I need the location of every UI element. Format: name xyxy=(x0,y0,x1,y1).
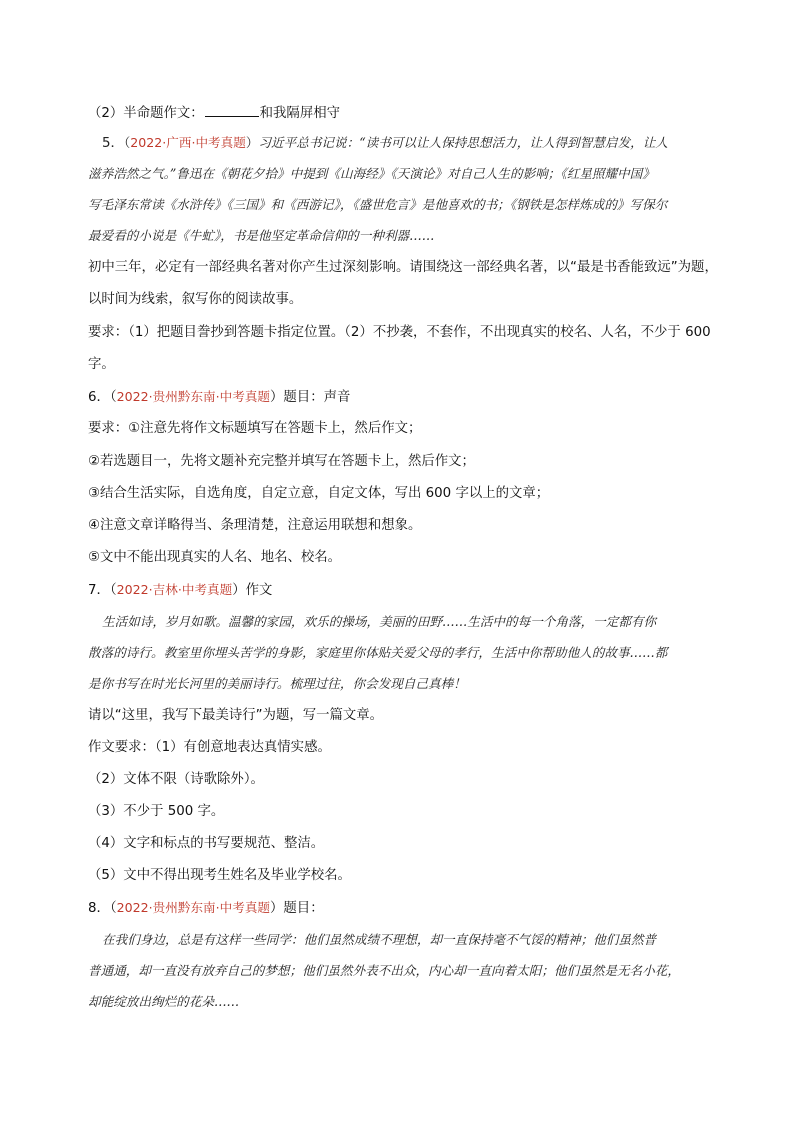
q8-quote-line-1: 在我们身边，总是有这样一些同学：他们虽然成绩不理想，却一直保持毫不气馁的精神；他们虽然普 xyxy=(102,932,657,947)
q7-title: 作文 xyxy=(245,583,273,598)
q5-number: 5． xyxy=(102,136,124,151)
q7-req-2: （2）文体不限（诗歌除外）。 xyxy=(88,772,264,787)
q7-header xyxy=(88,580,272,601)
q7-prompt: 请以“这里，我写下最美诗行”为题，写一篇文章。 xyxy=(88,708,384,723)
q7-quote-line-2: 散落的诗行。教室里你埋头苦学的身影，家庭里你体贴关爱父母的孝行，生活中你帮助他人的故事……都 xyxy=(88,645,668,660)
q8-number: 8． xyxy=(88,901,110,916)
q7-req-4: （4）文字和标点的书写要规范、整洁。 xyxy=(88,836,325,851)
q5-quote-line-1 xyxy=(102,133,668,154)
q7-quote-line-3: 是你书写在时光长河里的美丽诗行。梳理过往，你会发现自己真棒！ xyxy=(88,676,466,691)
q5-req-line-1: 要求：（1）把题目誊抄到答题卡指定位置。（2）不抄袭，不套作，不出现真实的校名、人名，不少于 600 xyxy=(88,325,711,340)
q6-req-4: ④注意文章详略得当、条理清楚，注意运用联想和想象。 xyxy=(88,518,422,533)
q5-quote-line-3: 写毛泽东常读《水浒传》《三国》和《西游记》，《盛世危言》是他喜欢的书；《钢铁是怎样炼成的》写保尔 xyxy=(88,197,668,212)
q8-source: 2022·贵州黔东南·中考真题 xyxy=(116,900,271,915)
q8-paren-close: ） xyxy=(270,901,284,916)
q8-quote-line-3: 却能绽放出绚烂的花朵…… xyxy=(88,994,240,1009)
q7-paren-close: ） xyxy=(232,583,246,598)
q7-source: 2022·吉林·中考真题 xyxy=(116,582,233,597)
q8-title: 题目： xyxy=(283,901,324,916)
q6-paren-close: ） xyxy=(270,390,284,405)
q6-number: 6． xyxy=(88,390,110,405)
q4-sub2-prefix: （2）半命题作文： xyxy=(88,106,204,121)
q5-quote-line-2: 滋养浩然之气。”鲁迅在《朝花夕拾》中提到《山海经》《天演论》对自己人生的影响；《红星照耀中国》 xyxy=(88,166,655,181)
q8-paren-open: （ xyxy=(109,901,117,916)
q6-req-3: ③结合生活实际，自选角度，自定立意，自定文体，写出 600 字以上的文章； xyxy=(88,486,550,501)
q5-paren-close: ） xyxy=(245,135,259,150)
q7-quote-line-1: 生活如诗，岁月如歌。温馨的家园，欢乐的操场，美丽的田野……生活中的每一个角落，一定都有你 xyxy=(102,614,657,629)
q5-prompt-line-1: 初中三年，必定有一部经典名著对你产生过深刻影响。请围绕这一部经典名著，以“最是书香能致远”为题， xyxy=(88,260,718,275)
q5-prompt-line-2: 以时间为线索，叙写你的阅读故事。 xyxy=(88,292,303,307)
fill-blank xyxy=(205,102,259,117)
q5-quote-text-1: 习近平总书记说：“读书可以让人保持思想活力，让人得到智慧启发，让人 xyxy=(258,135,668,150)
q4-sub2-suffix: 和我隔屏相守 xyxy=(259,106,340,121)
q5-paren-open: （ xyxy=(123,135,131,150)
q6-header xyxy=(88,387,350,408)
q6-req-1: 要求：①注意先将作文标题填写在答题卡上，然后作文； xyxy=(88,421,422,436)
q7-number: 7． xyxy=(88,583,110,598)
q6-title: 题目：声音 xyxy=(283,390,351,405)
q5-req-line-2: 字。 xyxy=(88,357,115,372)
q6-req-2: ②若选题目一，先将文题补充完整并填写在答题卡上，然后作文； xyxy=(88,454,475,469)
q4-sub2 xyxy=(88,102,340,124)
q7-req-1: 作文要求：（1）有创意地表达真情实感。 xyxy=(88,740,331,755)
q6-paren-open: （ xyxy=(109,390,117,405)
q5-source: 2022·广西·中考真题 xyxy=(130,135,246,150)
q6-source: 2022·贵州黔东南·中考真题 xyxy=(116,389,271,404)
q7-req-3: （3）不少于 500 字。 xyxy=(88,804,225,819)
q8-header xyxy=(88,898,324,919)
q7-paren-open: （ xyxy=(109,583,117,598)
q5-quote-line-4: 最爱看的小说是《牛虻》，书是他坚定革命信仰的一种利器…… xyxy=(88,228,435,243)
q7-req-5: （5）文中不得出现考生姓名及毕业学校名。 xyxy=(88,868,351,883)
q6-req-5: ⑤文中不能出现真实的人名、地名、校名。 xyxy=(88,550,342,565)
q8-quote-line-2: 普通通，却一直没有放弃自己的梦想；他们虽然外表不出众，内心却一直向着太阳；他们虽然是无名小花， xyxy=(88,963,680,978)
